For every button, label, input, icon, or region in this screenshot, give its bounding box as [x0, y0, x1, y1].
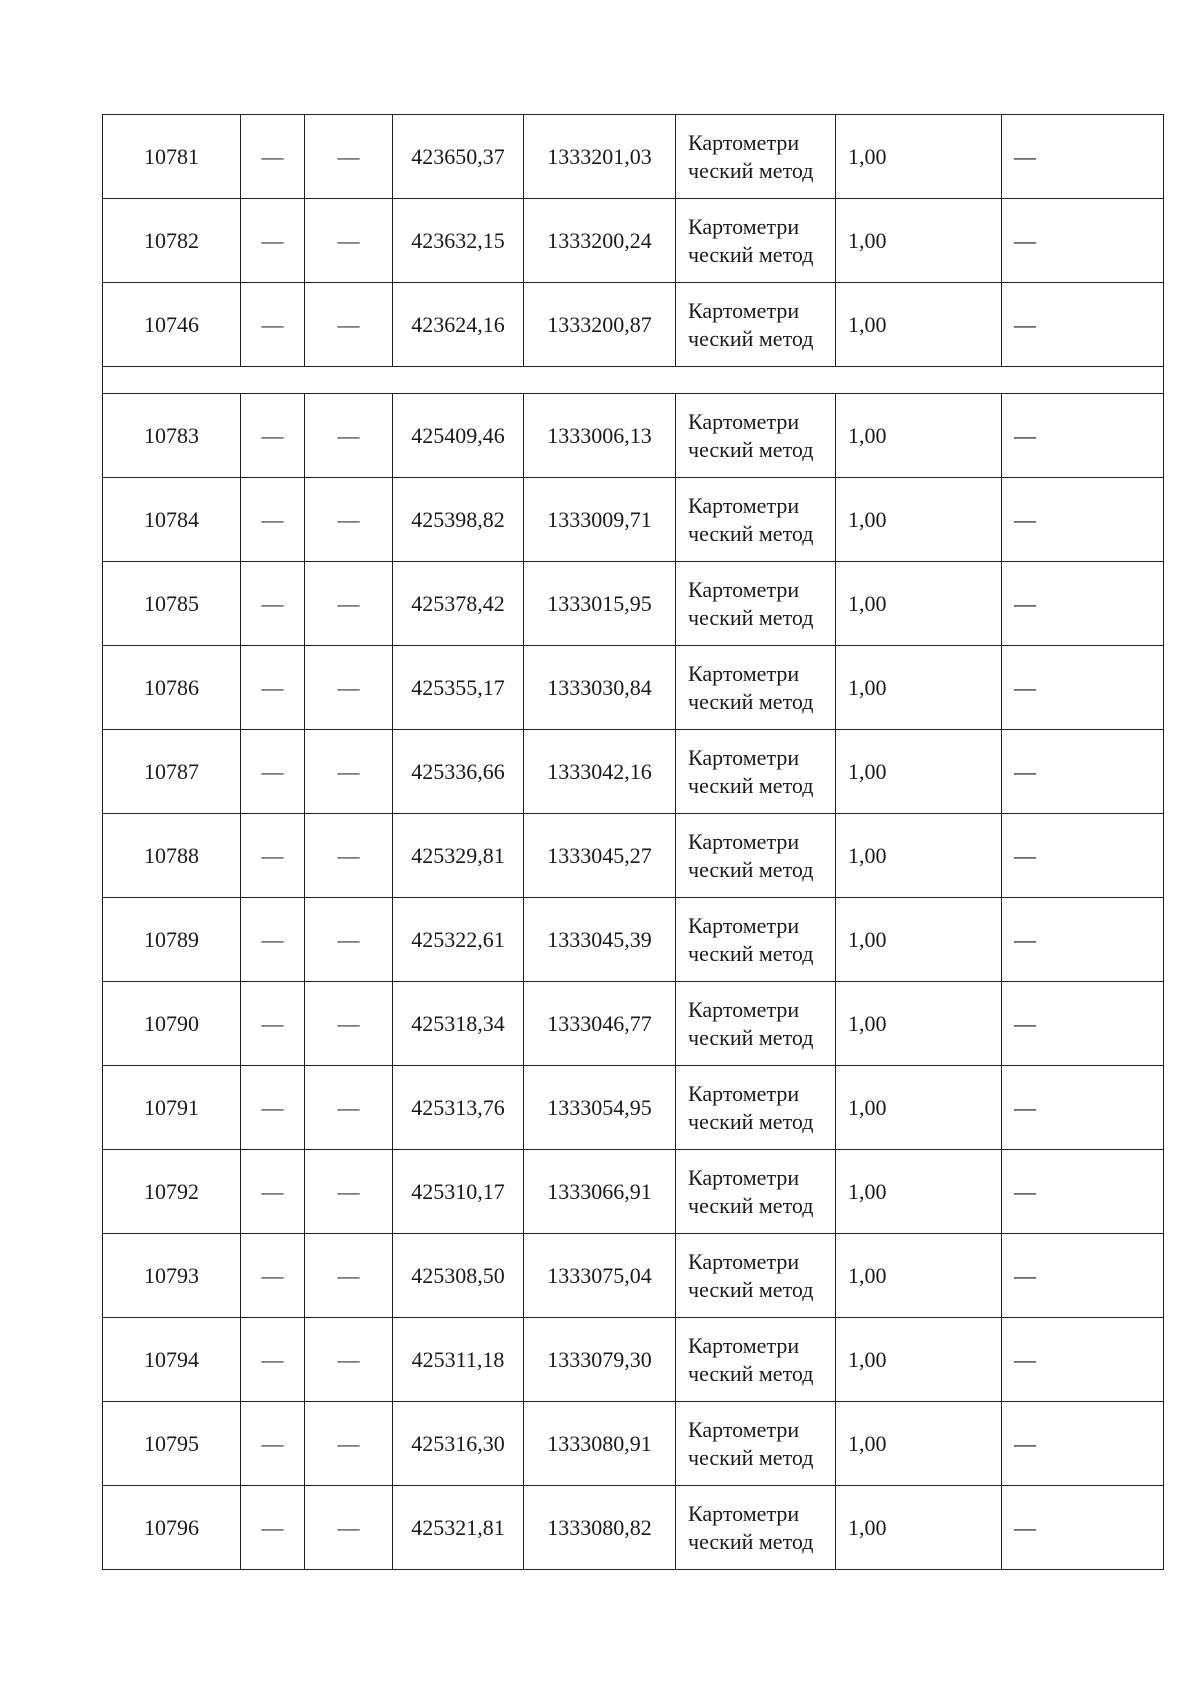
point-number-cell: 10746	[103, 283, 241, 367]
method-cell: Картометри ческий метод	[676, 478, 836, 562]
point-number-cell: 10796	[103, 1486, 241, 1570]
dash-cell: —	[241, 394, 305, 478]
separator-row	[103, 367, 1164, 394]
description-cell: —	[1002, 1150, 1164, 1234]
point-number-cell: 10790	[103, 982, 241, 1066]
table-row	[103, 1486, 1164, 1570]
dash-cell: —	[241, 1402, 305, 1486]
x-coordinate-cell: 425409,46	[393, 394, 524, 478]
description-cell: —	[1002, 814, 1164, 898]
dash-cell: —	[305, 199, 393, 283]
method-cell: Картометри ческий метод	[676, 283, 836, 367]
description-cell: —	[1002, 1486, 1164, 1570]
x-coordinate-cell: 425318,34	[393, 982, 524, 1066]
dash-cell: —	[241, 562, 305, 646]
x-coordinate-cell: 425321,81	[393, 1486, 524, 1570]
dash-cell: —	[241, 199, 305, 283]
table-row	[103, 814, 1164, 898]
x-coordinate-cell: 423632,15	[393, 199, 524, 283]
table-row	[103, 562, 1164, 646]
y-coordinate-cell: 1333054,95	[524, 1066, 676, 1150]
x-coordinate-cell: 425378,42	[393, 562, 524, 646]
accuracy-cell: 1,00	[836, 1234, 1002, 1318]
x-coordinate-cell: 425313,76	[393, 1066, 524, 1150]
point-number-cell: 10791	[103, 1066, 241, 1150]
y-coordinate-cell: 1333200,87	[524, 283, 676, 367]
x-coordinate-cell: 425398,82	[393, 478, 524, 562]
y-coordinate-cell: 1333075,04	[524, 1234, 676, 1318]
description-cell: —	[1002, 115, 1164, 199]
y-coordinate-cell: 1333006,13	[524, 394, 676, 478]
description-cell: —	[1002, 730, 1164, 814]
accuracy-cell: 1,00	[836, 898, 1002, 982]
method-cell: Картометри ческий метод	[676, 646, 836, 730]
table-row	[103, 199, 1164, 283]
description-cell: —	[1002, 562, 1164, 646]
accuracy-cell: 1,00	[836, 115, 1002, 199]
dash-cell: —	[305, 1486, 393, 1570]
x-coordinate-cell: 425336,66	[393, 730, 524, 814]
dash-cell: —	[241, 478, 305, 562]
table-row	[103, 283, 1164, 367]
dash-cell: —	[305, 283, 393, 367]
description-cell: —	[1002, 646, 1164, 730]
table-row	[103, 1234, 1164, 1318]
x-coordinate-cell: 425308,50	[393, 1234, 524, 1318]
table-row	[103, 1150, 1164, 1234]
dash-cell: —	[305, 1402, 393, 1486]
method-cell: Картометри ческий метод	[676, 1150, 836, 1234]
method-cell: Картометри ческий метод	[676, 814, 836, 898]
y-coordinate-cell: 1333080,91	[524, 1402, 676, 1486]
accuracy-cell: 1,00	[836, 562, 1002, 646]
dash-cell: —	[305, 814, 393, 898]
point-number-cell: 10793	[103, 1234, 241, 1318]
y-coordinate-cell: 1333046,77	[524, 982, 676, 1066]
dash-cell: —	[305, 478, 393, 562]
dash-cell: —	[241, 283, 305, 367]
table-row	[103, 898, 1164, 982]
dash-cell: —	[241, 1150, 305, 1234]
method-cell: Картометри ческий метод	[676, 898, 836, 982]
table-row	[103, 982, 1164, 1066]
y-coordinate-cell: 1333009,71	[524, 478, 676, 562]
dash-cell: —	[241, 1234, 305, 1318]
accuracy-cell: 1,00	[836, 283, 1002, 367]
table-row	[103, 478, 1164, 562]
point-number-cell: 10783	[103, 394, 241, 478]
dash-cell: —	[305, 1150, 393, 1234]
table-body-bottom	[103, 394, 1164, 1570]
coordinates-table	[102, 114, 1164, 1570]
x-coordinate-cell: 423624,16	[393, 283, 524, 367]
dash-cell: —	[305, 730, 393, 814]
method-cell: Картометри ческий метод	[676, 1486, 836, 1570]
accuracy-cell: 1,00	[836, 1066, 1002, 1150]
accuracy-cell: 1,00	[836, 394, 1002, 478]
description-cell: —	[1002, 982, 1164, 1066]
y-coordinate-cell: 1333045,27	[524, 814, 676, 898]
table-row	[103, 394, 1164, 478]
separator-cell	[103, 367, 1164, 394]
y-coordinate-cell: 1333079,30	[524, 1318, 676, 1402]
accuracy-cell: 1,00	[836, 199, 1002, 283]
y-coordinate-cell: 1333200,24	[524, 199, 676, 283]
dash-cell: —	[241, 730, 305, 814]
dash-cell: —	[241, 1318, 305, 1402]
point-number-cell: 10787	[103, 730, 241, 814]
point-number-cell: 10784	[103, 478, 241, 562]
accuracy-cell: 1,00	[836, 814, 1002, 898]
y-coordinate-cell: 1333080,82	[524, 1486, 676, 1570]
table-row	[103, 646, 1164, 730]
description-cell: —	[1002, 283, 1164, 367]
dash-cell: —	[305, 646, 393, 730]
dash-cell: —	[241, 814, 305, 898]
dash-cell: —	[305, 1318, 393, 1402]
dash-cell: —	[241, 1486, 305, 1570]
x-coordinate-cell: 425310,17	[393, 1150, 524, 1234]
dash-cell: —	[305, 394, 393, 478]
y-coordinate-cell: 1333045,39	[524, 898, 676, 982]
x-coordinate-cell: 425322,61	[393, 898, 524, 982]
description-cell: —	[1002, 1318, 1164, 1402]
description-cell: —	[1002, 199, 1164, 283]
accuracy-cell: 1,00	[836, 1402, 1002, 1486]
accuracy-cell: 1,00	[836, 982, 1002, 1066]
dash-cell: —	[305, 115, 393, 199]
description-cell: —	[1002, 478, 1164, 562]
dash-cell: —	[305, 1066, 393, 1150]
table-row	[103, 1318, 1164, 1402]
x-coordinate-cell: 425311,18	[393, 1318, 524, 1402]
x-coordinate-cell: 425355,17	[393, 646, 524, 730]
point-number-cell: 10794	[103, 1318, 241, 1402]
method-cell: Картометри ческий метод	[676, 1318, 836, 1402]
method-cell: Картометри ческий метод	[676, 1066, 836, 1150]
accuracy-cell: 1,00	[836, 730, 1002, 814]
dash-cell: —	[241, 115, 305, 199]
description-cell: —	[1002, 1234, 1164, 1318]
point-number-cell: 10782	[103, 199, 241, 283]
point-number-cell: 10795	[103, 1402, 241, 1486]
table-row	[103, 1402, 1164, 1486]
y-coordinate-cell: 1333066,91	[524, 1150, 676, 1234]
x-coordinate-cell: 425329,81	[393, 814, 524, 898]
y-coordinate-cell: 1333201,03	[524, 115, 676, 199]
accuracy-cell: 1,00	[836, 1486, 1002, 1570]
method-cell: Картометри ческий метод	[676, 1234, 836, 1318]
description-cell: —	[1002, 1066, 1164, 1150]
description-cell: —	[1002, 898, 1164, 982]
dash-cell: —	[305, 1234, 393, 1318]
method-cell: Картометри ческий метод	[676, 562, 836, 646]
point-number-cell: 10792	[103, 1150, 241, 1234]
dash-cell: —	[241, 646, 305, 730]
y-coordinate-cell: 1333015,95	[524, 562, 676, 646]
method-cell: Картометри ческий метод	[676, 1402, 836, 1486]
table-body-top	[103, 115, 1164, 367]
table-row	[103, 1066, 1164, 1150]
dash-cell: —	[241, 982, 305, 1066]
description-cell: —	[1002, 394, 1164, 478]
dash-cell: —	[305, 982, 393, 1066]
dash-cell: —	[241, 1066, 305, 1150]
method-cell: Картометри ческий метод	[676, 115, 836, 199]
point-number-cell: 10785	[103, 562, 241, 646]
x-coordinate-cell: 425316,30	[393, 1402, 524, 1486]
method-cell: Картометри ческий метод	[676, 730, 836, 814]
description-cell: —	[1002, 1402, 1164, 1486]
point-number-cell: 10786	[103, 646, 241, 730]
method-cell: Картометри ческий метод	[676, 394, 836, 478]
point-number-cell: 10781	[103, 115, 241, 199]
method-cell: Картометри ческий метод	[676, 199, 836, 283]
point-number-cell: 10788	[103, 814, 241, 898]
dash-cell: —	[305, 898, 393, 982]
accuracy-cell: 1,00	[836, 646, 1002, 730]
table-separator	[103, 367, 1164, 394]
method-cell: Картометри ческий метод	[676, 982, 836, 1066]
y-coordinate-cell: 1333042,16	[524, 730, 676, 814]
table-row	[103, 730, 1164, 814]
dash-cell: —	[305, 562, 393, 646]
y-coordinate-cell: 1333030,84	[524, 646, 676, 730]
x-coordinate-cell: 423650,37	[393, 115, 524, 199]
accuracy-cell: 1,00	[836, 1150, 1002, 1234]
accuracy-cell: 1,00	[836, 478, 1002, 562]
accuracy-cell: 1,00	[836, 1318, 1002, 1402]
point-number-cell: 10789	[103, 898, 241, 982]
table-row	[103, 115, 1164, 199]
dash-cell: —	[241, 898, 305, 982]
